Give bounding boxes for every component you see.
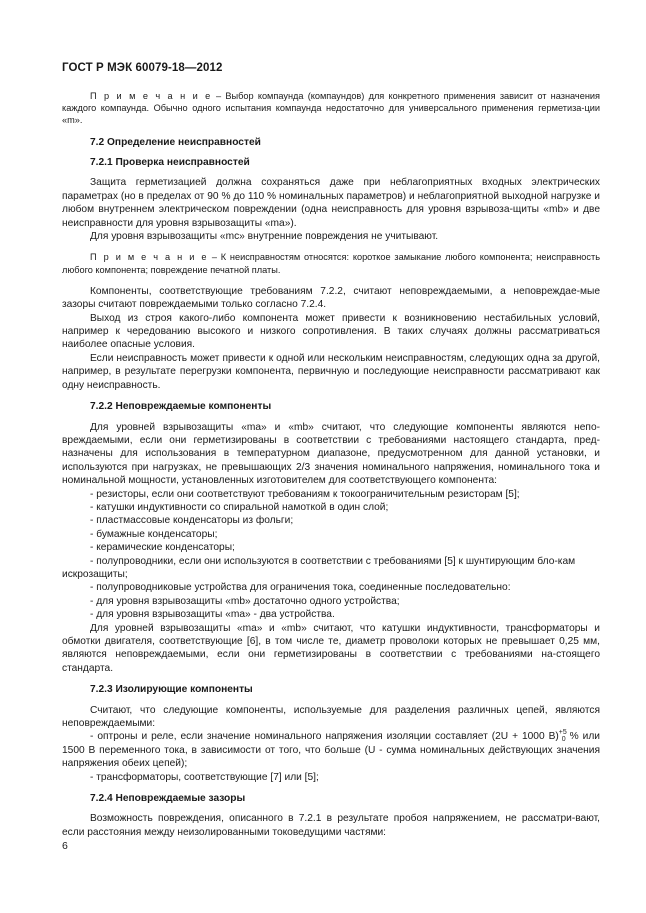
list-item: - бумажные конденсаторы; — [90, 528, 218, 540]
section-heading-7-2-2: 7.2.2 Неповреждаемые компоненты — [90, 401, 272, 413]
paragraph: Защита герметизацией должна сохраняться даже при неблагоприятных входных электрических параметрах (но в пределах от 90 % до 110 % номинальных параметров) и неблагоприятной выходной нагрузке и любом внутреннем электрическом повреждении (одна неисправность для уровня взрывоза-щиты «mb» и две неисправности для уровня взрывозащиты «ma»). — [62, 177, 600, 229]
list-item: - трансформаторы, соответствующие [7] или [5]; — [90, 771, 319, 783]
paragraph: Компоненты, соответствующие требованиям 7.2.2, считают неповреждаемыми, а неповреждае-мые зазоры считают повреждаемыми только согласно 7.2.4. — [62, 285, 600, 311]
list-item: - полупроводники, если они используются в соответствии с требованиями [5] к шунтирующим бло-кам искрозащиты; — [62, 555, 576, 580]
section-heading-7-2-3: 7.2.3 Изолирующие компоненты — [90, 684, 253, 696]
note-label: П р и м е ч а н и е — [90, 252, 209, 263]
list-item: - для уровня взрывозащиты «mb» достаточно одного устройства; — [90, 595, 400, 607]
tolerance-lower: 0 — [561, 736, 566, 744]
section-heading-7-2: 7.2 Определение неисправностей — [90, 136, 261, 148]
paragraph: Возможность повреждения, описанного в 7.2.1 в результате пробоя напряжением, не рассматри-вают, если расстояния между неизолированными токоведущими частями: — [62, 813, 600, 838]
paragraph: Если неисправность может привести к одной или нескольким неисправностям, следующих одна за другой, например, в результате перегрузки компонента, первичную и последующие неисправности рассматривают как одну неисправность. — [62, 352, 600, 391]
list-item: - пластмассовые конденсаторы из фольги; — [90, 515, 294, 527]
note-text: – Выбор компаунда (компаундов) для конкретного применения зависит от назначения каждого компаунда. Обычно одного испытания компаунда недостаточно для универсального применения герметиза-ции «m». — [62, 91, 601, 126]
note-label: П р и м е ч а н и е — [90, 91, 212, 101]
paragraph: Для уровней взрывозащиты «ma» и «mb» считают, что катушки индуктивности, трансформаторы и обмотки двигателя, соответствующие [6], в том числе те, диаметр проволоки которых не превышает 0,25 мм, являются неповреждаемыми, если они герметизированы в соответствии с требованиями на-стоящего стандарта. — [62, 622, 600, 674]
list-item: - для уровня взрывозащиты «ma» - два устройства. — [90, 609, 335, 621]
running-header: ГОСТ Р МЭК 60079-18—2012 — [62, 62, 223, 74]
section-heading-7-2-4: 7.2.4 Неповреждаемые зазоры — [90, 793, 246, 805]
paragraph: Для уровня взрывозащиты «mc» внутренние повреждения не учитывают. — [90, 231, 439, 243]
note-text: – К неисправностям относятся: короткое замыкание любого компонента; неисправность любого компонента; повреждение печатной платы. — [62, 252, 601, 275]
paragraph: Выход из строя какого-либо компонента может привести к возникновению нестабильных условий, например к чередованию высокого и низкого сопротивления. В таких случаях должны рассматриваться наиболее опасные условия. — [62, 312, 600, 351]
list-item: - катушки индуктивности со спиральной намоткой в один слой; — [90, 501, 389, 513]
list-item: - керамические конденсаторы; — [90, 542, 235, 554]
item-text: % или 1500 В переменного тока, в зависимости от того, что больше (U - сумма номинальных действующих значения напряжения обеих цепей); — [62, 731, 600, 770]
paragraph: Считают, что следующие компоненты, используемые для разделения различных цепей, являются неповреждаемыми: — [62, 704, 600, 730]
item-text: - оптроны и реле, если значение номинального напряжения изоляции составляет (2U + 1000 В) — [90, 731, 559, 743]
note — [62, 251, 600, 275]
tolerance-upper: +5 — [558, 729, 567, 737]
section-heading-7-2-1: 7.2.1 Проверка неисправностей — [90, 157, 250, 169]
paragraph: Для уровней взрывозащиты «ma» и «mb» считают, что следующие компоненты являются непо-вреждаемыми, если они герметизированы в соответствии с требованиями настоящего стандарта, пред-назначены для использования в температурном диапазоне, предусмотренном для данной установки, и используются при нагрузках, не превышающих 2/3 значения номинального напряжения, номинального тока и номинальной мощности, установленных изготовителем для соответствующего компонента: — [62, 421, 600, 487]
page-number: 6 — [62, 840, 68, 852]
list-item — [62, 730, 600, 770]
page-body — [62, 90, 600, 839]
note — [62, 90, 600, 127]
list-item: - полупроводниковые устройства для ограничения тока, соединенные последовательно: — [90, 582, 511, 594]
list-item: - резисторы, если они соответствуют требованиям к токоограничительным резисторам [5]; — [90, 488, 520, 500]
